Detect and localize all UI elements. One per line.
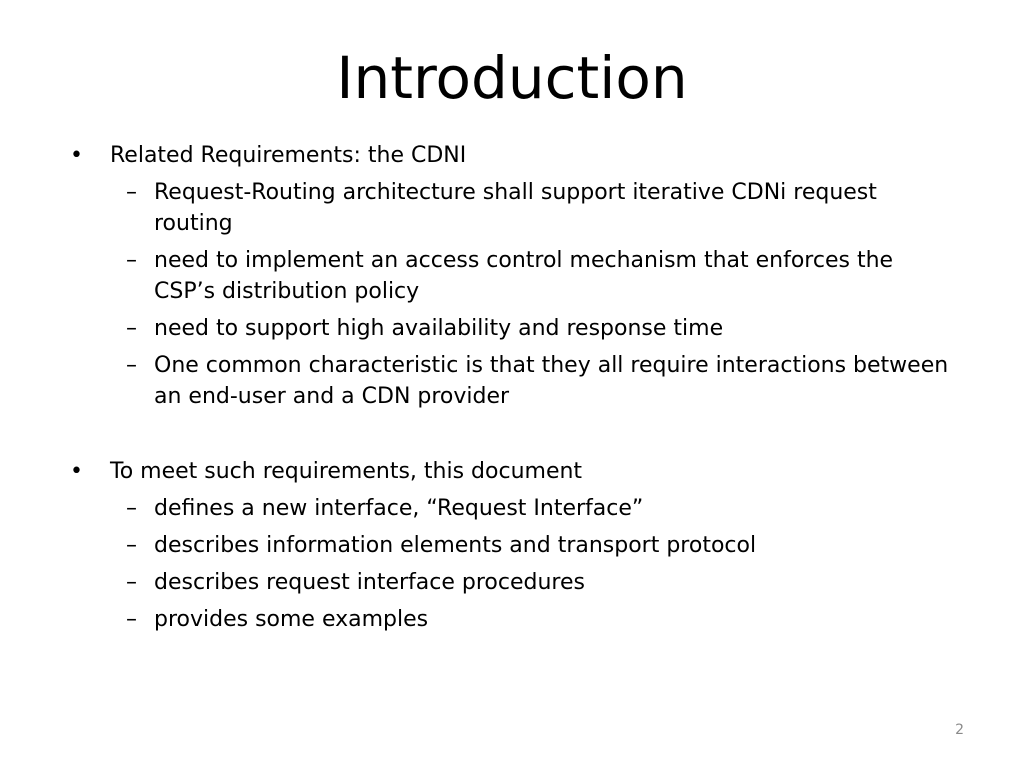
sub-bullet-item — [70, 530, 950, 561]
dash-icon: – — [126, 607, 137, 632]
section-related-requirements — [70, 140, 950, 412]
sub-bullet-item — [70, 350, 950, 412]
sub-bullet-text: defines a new interface, “Request Interface” — [154, 496, 644, 521]
bullet-text: Related Requirements: the CDNI — [110, 143, 467, 168]
sub-bullet-text: need to support high availability and response time — [154, 316, 724, 341]
dash-icon: – — [126, 316, 137, 341]
slide-content — [70, 140, 950, 679]
section-meet-requirements — [70, 456, 950, 635]
sub-bullet-item — [70, 313, 950, 344]
bullet-text: To meet such requirements, this document — [110, 459, 583, 484]
bullet-item — [70, 456, 950, 487]
sub-bullet-text: One common characteristic is that they all require interactions between an end-user and a CDN provider — [154, 353, 949, 409]
dash-icon: – — [126, 248, 137, 273]
dash-icon: – — [126, 570, 137, 595]
sub-bullet-item — [70, 245, 950, 307]
sub-bullet-item — [70, 177, 950, 239]
sub-bullet-item — [70, 604, 950, 635]
bullet-icon: • — [70, 459, 83, 484]
sub-bullet-text: Request-Routing architecture shall support iterative CDNi request routing — [154, 180, 877, 236]
sub-bullet-item — [70, 567, 950, 598]
sub-bullet-text: provides some examples — [154, 607, 429, 632]
dash-icon: – — [126, 353, 137, 378]
sub-bullet-text: need to implement an access control mechanism that enforces the CSP’s distribution policy — [154, 248, 894, 304]
dash-icon: – — [126, 533, 137, 558]
sub-bullet-text: describes information elements and transport protocol — [154, 533, 757, 558]
dash-icon: – — [126, 180, 137, 205]
sub-bullet-text: describes request interface procedures — [154, 570, 585, 595]
slide-title: Introduction — [336, 44, 688, 112]
bullet-icon: • — [70, 143, 83, 168]
bullet-item — [70, 140, 950, 171]
sub-bullet-item — [70, 493, 950, 524]
dash-icon: – — [126, 496, 137, 521]
page-number: 2 — [955, 722, 964, 738]
